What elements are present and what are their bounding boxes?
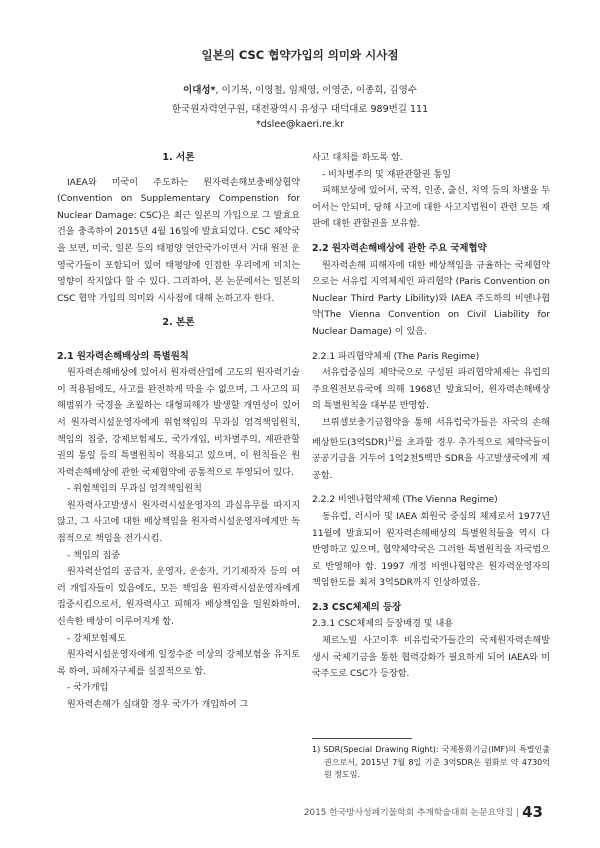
- affiliation: 한국원자력연구원, 대전광역시 유성구 대덕대로 989번길 111: [171, 104, 429, 115]
- paragraph: 원자력손해가 심대할 경우 국가가 개입하여 그: [67, 700, 249, 710]
- footnote: [312, 744, 550, 782]
- paper-title: 일본의 CSC 협약가입의 의미와 시사점: [201, 48, 399, 62]
- bullet-item: - 비차별주의 및 재판관할권 통일: [322, 169, 452, 180]
- section-heading-main: 2. 본론: [162, 317, 195, 329]
- left-column: [57, 150, 300, 714]
- lead-author: 이대성*: [183, 85, 216, 96]
- bullet-item: - 책임의 집중: [67, 550, 120, 561]
- right-column: [312, 150, 550, 683]
- footer-separator: |: [516, 808, 520, 818]
- bullet-item: - 국가개입: [67, 683, 109, 694]
- paragraph: 원자력손해 피해자에 대한 배상책임을 규율하는 국제협약으로는 서유럽 지역체제인 파리협약 (Paris Convention on Nuclear Third Party Libility)와 IAEA 주도하의 비엔나협약(The Vienna Convention on Civil Liability for Nuclear Damage) 이 있음.: [312, 260, 550, 337]
- subsubsection-heading: 2.2.1 파리협약체제 (The Paris Regime): [312, 351, 480, 362]
- subsection-heading: 2.2 원자력손해배상에 관한 주요 국제협약: [312, 242, 487, 254]
- author-list: [0, 82, 600, 96]
- footnote-divider: [312, 738, 412, 739]
- section-heading-introduction: 1. 서론: [162, 152, 195, 163]
- bullet-item: - 위험책임의 무과실 엄격책임원칙: [67, 484, 202, 495]
- subsection-heading: 2.3 CSC체제의 등장: [312, 601, 402, 613]
- bullet-item: - 강제보험제도: [67, 633, 126, 644]
- paragraph: 원자력시설운영자에게 일정수준 이상의 강제보험을 유지토록 하여, 피해자구제를 실질적으로 함.: [57, 650, 300, 677]
- paragraph-part: 를 초과할 경우 추가적으로 체약국들이 공공기금을 거두어 1억2천5백만 SDR을 사고발생국에게 제공함.: [312, 437, 550, 481]
- footnote-text: 1) SDR(Special Drawing Right): 국제통화기금(IMF)의 특별인출권으로서, 2015년 7월 8일 기준 3억SDR은 원화로 약 4730억원 정도임.: [312, 745, 550, 779]
- subsubsection-heading: 2.3.1 CSC체제의 등장배경 및 내용: [312, 619, 454, 630]
- paragraph: [312, 415, 550, 484]
- paragraph: 원자력산업의 공급자, 운영자, 운송자, 기기제작자 등의 여러 개입자들이 있음에도, 모든 책임을 원자력시설운영자에게 집중시킴으로서, 원자력사고 피해자 배상책임을 일원화하여, 신속한 배상이 이루어지게 함.: [57, 567, 300, 628]
- page-number: 43: [522, 803, 543, 821]
- paragraph: IAEA와 미국이 주도하는 원자력손해보충배상협약(Convention on Supplementary Compenstion for Nuclear Damage: CSC)은 최근 일본의 가입으로 그 발효요건을 충족하여 2015년 4월 16일에 발효되었다. CSC 체약국을 보면, 미국, 일본 등의 태평양 연안국가이면서 거대 원전 운영국가들이 포함되어 있어 태평양에 인접한 우리에게 미치는 영향이 작지않다 할 수 있다. 그리하여, 본 논문에서는 일본의 CSC 협약 가입의 의미와 시사점에 대해 논하고자 한다.: [57, 177, 300, 304]
- paragraph: 피해보상에 있어서, 국적, 인종, 출신, 지역 등의 차별을 두어서는 안되며, 당해 사고에 대한 사고지법원이 관련 모든 재판에 대한 관할권을 보유함.: [312, 186, 550, 230]
- paragraph: 체르노빌 사고이후 비유럽국가들간의 국제원자력손해발생시 국제기금을 통한 협력강화가 필요하게 되어 IAEA와 미국주도로 CSC가 등장함.: [312, 636, 550, 680]
- page-footer: [304, 803, 543, 821]
- paragraph: 사고 대처를 하도록 함.: [312, 153, 403, 163]
- coauthors: , 이기복, 이영철, 임채영, 이영준, 이종희, 김영수: [215, 85, 417, 96]
- contact-email: *dslee@kaeri.re.kr: [255, 119, 345, 130]
- subsubsection-heading: 2.2.2 비엔나협약체제 (The Vienna Regime): [312, 495, 498, 506]
- paragraph: 원자력사고발생시 원자력시설운영자의 과실유무를 따지지 않고, 그 사고에 대한 배상책임을 원자력시설운영자에게만 독점적으로 책임을 전가시킴.: [57, 500, 300, 545]
- paragraph: 동유럽, 러시아 및 IAEA 회원국 중심의 체제로서 1977년 11월에 발효되어 원자력손해배상의 특별원칙들을 역시 다 반영하고 있으며, 협약체약국은 그러한 특별원칙을 자국법으로 반영해야 함. 1997 개정 비엔나협약은 원자력운영자의 책임한도를 최저 3억SDR까지 인상하였음.: [312, 511, 550, 589]
- footnote-marker: 1): [387, 435, 395, 443]
- paragraph: 원자력손해배상에 있어서 원자력산업에 고도의 원자력기술이 적용됨에도, 사고를 완전하게 막을 수 없으며, 그 사고의 피해범위가 국경을 초월하는 대형피해가 발생할 개연성이 있어서 원자력시설운영자에게 위험책임의 무과실 엄격책임원칙, 책임의 집중, 강제보험제도, 국가개입, 비차별주의, 재판관할권의 통일 등의 특별원칙이 적용되고 있으며, 이 원칙들은 원자력손해배상에 관한 국제협약에 공통적으로 투영되어 있다.: [57, 368, 300, 478]
- conference-name: 2015 한국방사성폐기물학회 추계학술대회 논문요약집: [303, 808, 514, 818]
- paragraph-part: 브뤼셀보충기금협약을 통해 서유럽국가들은 자국의 손해배상한도(3억SDR): [312, 417, 550, 448]
- subsection-heading: 2.1 원자력손해배상의 특별원칙: [57, 350, 189, 362]
- paragraph: 서유럽중심의 체약국으로 구성된 파리협약체제는 유럽의 주요원전보유국에 의해 1968년 발효되어, 원자력손해배상의 특별원칙을 대부분 반영함.: [312, 368, 550, 412]
